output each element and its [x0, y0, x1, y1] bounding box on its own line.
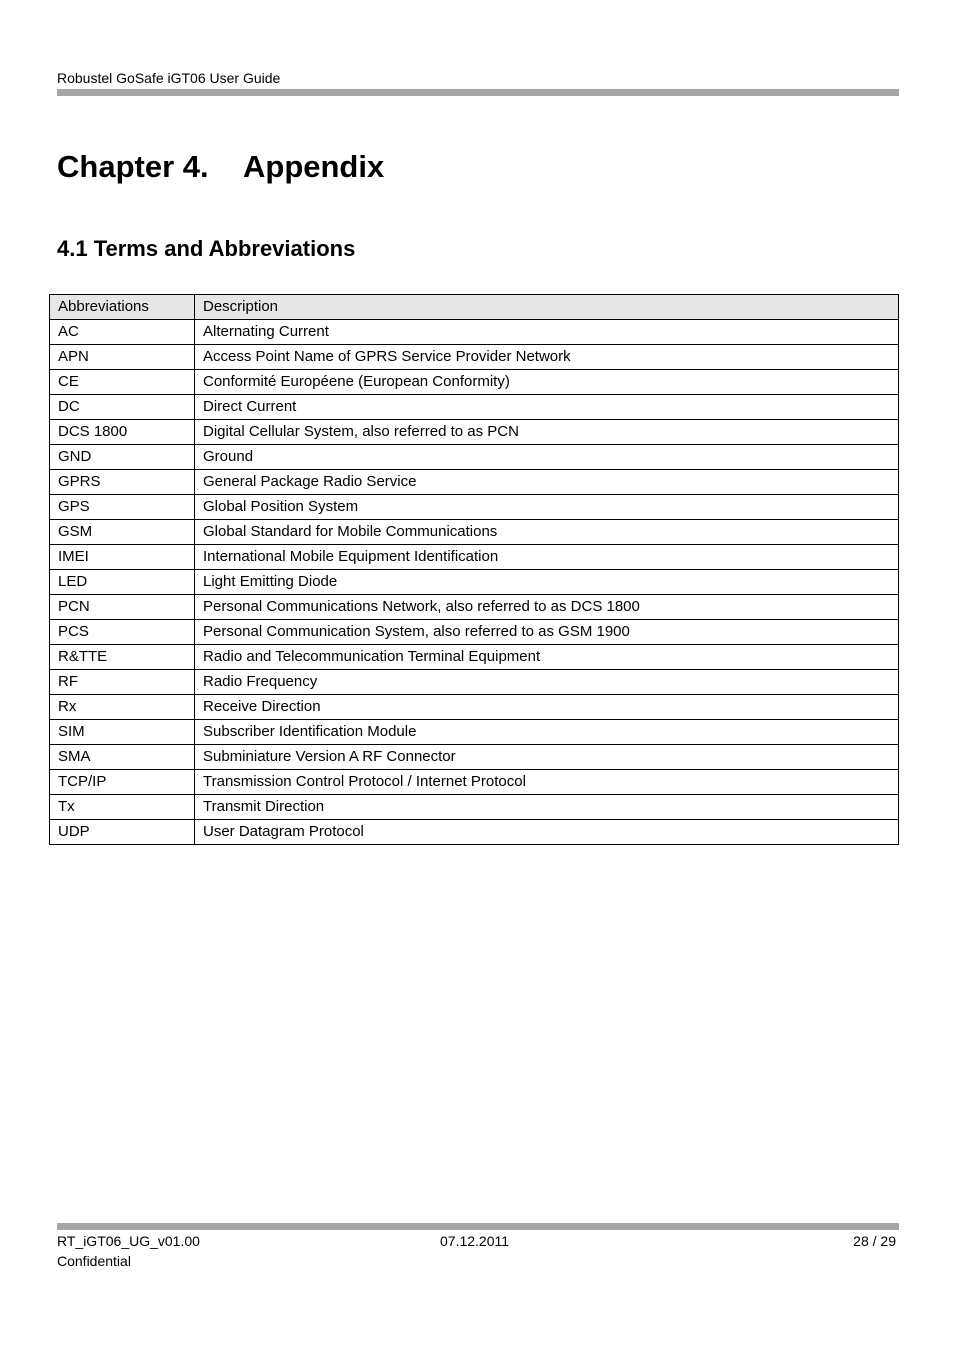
- abbreviation-cell: GPS: [50, 495, 195, 520]
- table-row: [50, 370, 899, 395]
- table-row: [50, 745, 899, 770]
- table-row: [50, 820, 899, 845]
- abbreviation-cell: PCS: [50, 620, 195, 645]
- description-cell: Receive Direction: [195, 695, 899, 720]
- abbreviation-cell: UDP: [50, 820, 195, 845]
- footer-left: [57, 1231, 200, 1271]
- description-cell: Personal Communications Network, also referred to as DCS 1800: [195, 595, 899, 620]
- abbreviations-table: [49, 294, 899, 845]
- description-cell: Light Emitting Diode: [195, 570, 899, 595]
- table-row: [50, 645, 899, 670]
- description-cell: Global Position System: [195, 495, 899, 520]
- table-row: [50, 420, 899, 445]
- table-row: [50, 620, 899, 645]
- description-cell: Digital Cellular System, also referred to as PCN: [195, 420, 899, 445]
- abbreviation-cell: TCP/IP: [50, 770, 195, 795]
- table-row: [50, 320, 899, 345]
- table-row: [50, 445, 899, 470]
- description-cell: Access Point Name of GPRS Service Provider Network: [195, 345, 899, 370]
- abbreviation-cell: PCN: [50, 595, 195, 620]
- section-heading: 4.1 Terms and Abbreviations: [57, 236, 356, 261]
- abbreviation-cell: APN: [50, 345, 195, 370]
- column-header-description: Description: [195, 295, 899, 320]
- abbreviation-cell: SMA: [50, 745, 195, 770]
- abbreviation-cell: RF: [50, 670, 195, 695]
- table-row: [50, 595, 899, 620]
- column-header-abbreviations: Abbreviations: [50, 295, 195, 320]
- abbreviation-cell: R&TTE: [50, 645, 195, 670]
- abbreviation-cell: Rx: [50, 695, 195, 720]
- abbreviation-cell: DCS 1800: [50, 420, 195, 445]
- table-row: [50, 720, 899, 745]
- abbreviation-cell: DC: [50, 395, 195, 420]
- table-row: [50, 695, 899, 720]
- table-row: [50, 345, 899, 370]
- footer-page-number: 28 / 29: [853, 1233, 896, 1249]
- description-cell: User Datagram Protocol: [195, 820, 899, 845]
- table-row: [50, 770, 899, 795]
- description-cell: Subscriber Identification Module: [195, 720, 899, 745]
- description-cell: General Package Radio Service: [195, 470, 899, 495]
- footer-doc-id: RT_iGT06_UG_v01.00: [57, 1233, 200, 1249]
- description-cell: Personal Communication System, also referred to as GSM 1900: [195, 620, 899, 645]
- abbreviation-cell: SIM: [50, 720, 195, 745]
- table-row: [50, 545, 899, 570]
- abbreviation-cell: GSM: [50, 520, 195, 545]
- chapter-heading: [57, 145, 384, 189]
- description-cell: Radio and Telecommunication Terminal Equipment: [195, 645, 899, 670]
- table-row: [50, 570, 899, 595]
- table-row: [50, 520, 899, 545]
- table-body: [50, 320, 899, 845]
- abbreviation-cell: AC: [50, 320, 195, 345]
- footer-divider: [57, 1223, 899, 1230]
- description-cell: Radio Frequency: [195, 670, 899, 695]
- document-header-title: Robustel GoSafe iGT06 User Guide: [57, 70, 281, 86]
- abbreviation-cell: Tx: [50, 795, 195, 820]
- table-row: [50, 495, 899, 520]
- abbreviation-cell: IMEI: [50, 545, 195, 570]
- description-cell: Direct Current: [195, 395, 899, 420]
- abbreviation-cell: GPRS: [50, 470, 195, 495]
- description-cell: International Mobile Equipment Identification: [195, 545, 899, 570]
- footer-date: 07.12.2011: [440, 1233, 510, 1249]
- description-cell: Conformité Européene (European Conformity): [195, 370, 899, 395]
- description-cell: Ground: [195, 445, 899, 470]
- description-cell: Transmit Direction: [195, 795, 899, 820]
- table-row: [50, 395, 899, 420]
- table-row: [50, 670, 899, 695]
- table-row: [50, 795, 899, 820]
- chapter-number: Chapter 4.: [57, 149, 209, 184]
- table-row: [50, 470, 899, 495]
- description-cell: Alternating Current: [195, 320, 899, 345]
- table-header-row: [50, 295, 899, 320]
- abbreviation-cell: CE: [50, 370, 195, 395]
- chapter-title: Appendix: [243, 149, 385, 184]
- description-cell: Global Standard for Mobile Communications: [195, 520, 899, 545]
- abbreviation-cell: GND: [50, 445, 195, 470]
- header-divider: [57, 89, 899, 96]
- footer-classification: Confidential: [57, 1253, 131, 1269]
- abbreviation-cell: LED: [50, 570, 195, 595]
- description-cell: Transmission Control Protocol / Internet Protocol: [195, 770, 899, 795]
- description-cell: Subminiature Version A RF Connector: [195, 745, 899, 770]
